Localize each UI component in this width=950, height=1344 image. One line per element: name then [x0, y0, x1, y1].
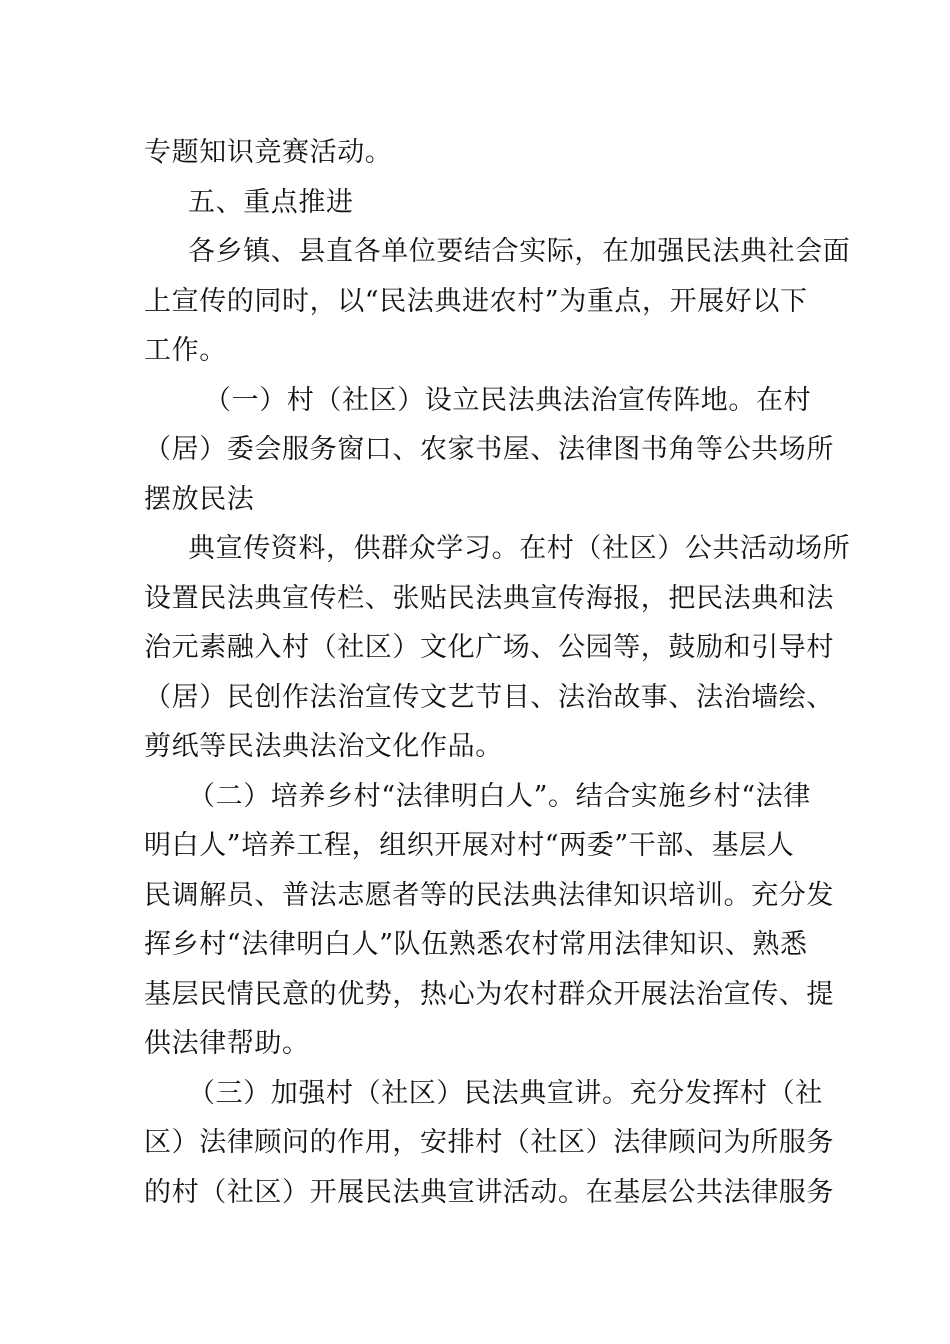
- text-line: 各乡镇、县直各单位要结合实际，在加强民法典社会面: [188, 236, 851, 267]
- text-line: 民调解员、普法志愿者等的民法典法律知识培训。充分发: [144, 879, 834, 911]
- text-line: 基层民情民意的优势，热心为农村群众开展法治宣传、提: [144, 978, 834, 1010]
- text-line: 专题知识竞赛活动。: [144, 137, 393, 168]
- text-line: 区）法律顾问的作用，安排村（社区）法律顾问为所服务: [144, 1127, 834, 1158]
- text-line: 剪纸等民法典法治文化作品。: [144, 731, 503, 762]
- text-line: 上宣传的同时，以“民法典进农村”为重点，开展好以下: [144, 285, 808, 317]
- section-heading: 五、重点推进: [188, 186, 354, 218]
- text-line: 设置民法典宣传栏、张贴民法典宣传海报，把民法典和法: [144, 582, 834, 614]
- text-line: 典宣传资料，供群众学习。在村（社区）公共活动场所: [188, 533, 851, 564]
- text-line: 摆放民法: [144, 483, 255, 515]
- text-line: 的村（社区）开展民法典宣讲活动。在基层公共法律服务: [144, 1176, 834, 1208]
- text-line: （居）民创作法治宣传文艺节目、法治故事、法治墙绘、: [144, 681, 834, 713]
- text-line: 供法律帮助。: [144, 1028, 310, 1059]
- subsection-heading: （一）村（社区）设立民法典法治宣传阵地。在村: [204, 384, 812, 416]
- text-line: 治元素融入村（社区）文化广场、公园等，鼓励和引导村: [144, 632, 834, 663]
- subsection-heading: （三）加强村（社区）民法典宣讲。充分发挥村（社: [188, 1077, 823, 1109]
- document-body: [144, 128, 851, 1217]
- text-line: 工作。: [144, 335, 227, 366]
- text-line: 挥乡村“法律明白人”队伍熟悉农村常用法律知识、熟悉: [144, 929, 808, 960]
- text-line: 明白人”培养工程，组织开展对村“两委”干部、基层人: [144, 830, 795, 861]
- text-line: （居）委会服务窗口、农家书屋、法律图书角等公共场所: [144, 434, 834, 465]
- subsection-heading: （二）培养乡村“法律明白人”。结合实施乡村“法律: [188, 780, 811, 812]
